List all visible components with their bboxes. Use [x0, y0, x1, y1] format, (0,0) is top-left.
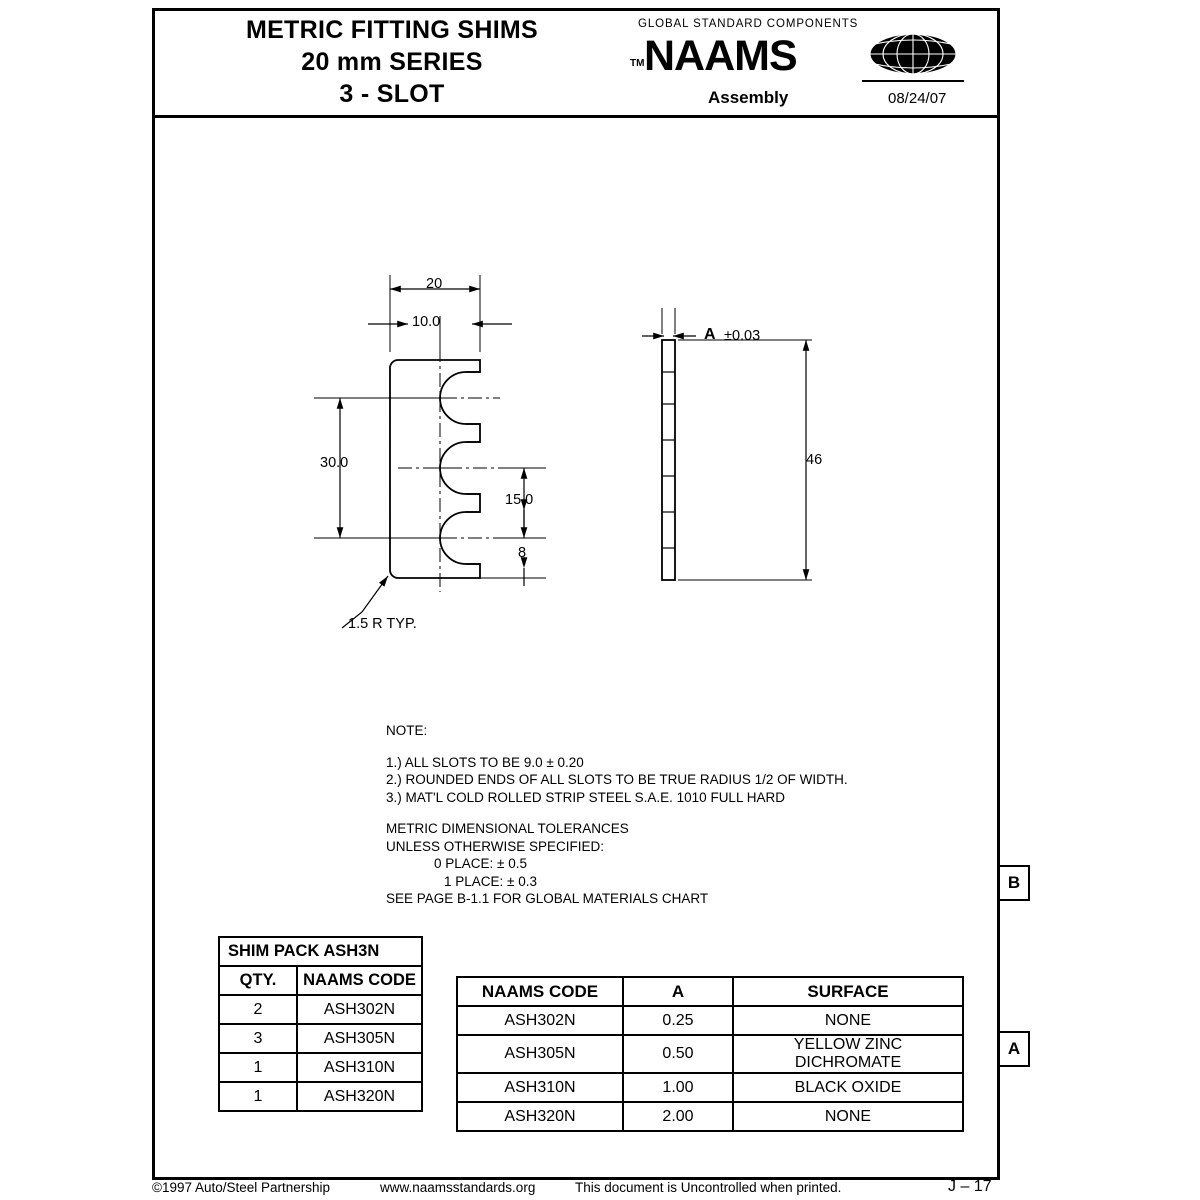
tolerance-1-place: 1 PLACE: ± 0.3: [444, 873, 537, 889]
naams-code-table: [456, 976, 964, 1132]
tolerance-heading-2: UNLESS OTHERWISE SPECIFIED:: [386, 838, 605, 854]
table-row: [219, 966, 422, 995]
shim-pack-header-qty: QTY.: [219, 966, 297, 995]
uncontrolled-notice: This document is Uncontrolled when printed.: [575, 1180, 842, 1195]
surface-cell: NONE: [733, 1006, 963, 1035]
brand-name: NAAMS: [644, 32, 797, 80]
notes-block: [386, 722, 848, 908]
code-table-header-code: NAAMS CODE: [457, 977, 623, 1006]
shim-pack-qty: 2: [219, 995, 297, 1024]
zone-label-a: A: [1007, 1039, 1021, 1058]
title-block: [152, 8, 1000, 118]
page-title: [172, 14, 612, 110]
note-item-3: 3.) MAT'L COLD ROLLED STRIP STEEL S.A.E. 1010 FULL HARD: [386, 789, 785, 805]
copyright-text: ©1997 Auto/Steel Partnership: [152, 1180, 331, 1195]
notes-heading: NOTE:: [386, 723, 428, 738]
brand-tagline: GLOBAL STANDARD COMPONENTS: [638, 18, 859, 30]
zone-marker-a: [1000, 1031, 1030, 1067]
surface-cell: BLACK OXIDE: [733, 1073, 963, 1102]
title-line-2: 20 mm SERIES: [301, 48, 483, 76]
thickness-cell: 2.00: [623, 1102, 733, 1131]
thickness-cell: 0.25: [623, 1006, 733, 1035]
shim-pack-code: ASH302N: [297, 995, 422, 1024]
surface-cell: YELLOW ZINC DICHROMATE: [733, 1035, 963, 1073]
shim-pack-table: [218, 936, 423, 1112]
table-row: [219, 995, 422, 1024]
title-line-1: METRIC FITTING SHIMS: [245, 16, 539, 44]
shim-pack-qty: 1: [219, 1053, 297, 1082]
shim-pack-code: ASH310N: [297, 1053, 422, 1082]
dim-overall-height: 30.0: [320, 455, 349, 471]
dim-slot-spacing: 15.0: [505, 492, 534, 508]
shim-pack-header-code: NAAMS CODE: [297, 966, 422, 995]
note-item-2: 2.) ROUNDED ENDS OF ALL SLOTS TO BE TRUE RADIUS 1/2 OF WIDTH.: [386, 772, 848, 787]
shim-pack-code: ASH320N: [297, 1082, 422, 1111]
table-row: [457, 977, 963, 1006]
dim-slot-offset: 8: [518, 545, 527, 561]
zone-label-b: B: [1007, 873, 1021, 892]
revision-date: 08/24/07: [888, 90, 947, 107]
tolerance-0-place: 0 PLACE: ± 0.5: [434, 856, 527, 871]
shim-pack-code: ASH305N: [297, 1024, 422, 1053]
page-number: J – 17: [948, 1178, 992, 1195]
shim-pack-qty: 3: [219, 1024, 297, 1053]
table-row: [457, 1035, 963, 1073]
table-row: [219, 1053, 422, 1082]
table-row: [219, 1024, 422, 1053]
code-table-header-a: A: [623, 977, 733, 1006]
website-link[interactable]: www.naamsstandards.org: [380, 1180, 536, 1195]
zone-marker-b: [1000, 865, 1030, 901]
code-cell: ASH302N: [457, 1006, 623, 1035]
code-cell: ASH320N: [457, 1102, 623, 1131]
brand-block: [630, 12, 992, 116]
table-row: [219, 937, 422, 966]
thickness-tolerance: ±0.03: [724, 328, 761, 344]
globe-icon: [868, 33, 958, 75]
dim-slot-width: 10.0: [412, 314, 441, 330]
dim-side-height: 46: [806, 452, 823, 468]
brand-category: Assembly: [708, 88, 789, 107]
tolerance-heading-1: METRIC DIMENSIONAL TOLERANCES: [386, 821, 629, 836]
code-cell: ASH310N: [457, 1073, 623, 1102]
title-line-3: 3 - SLOT: [339, 80, 445, 108]
thickness-cell: 1.00: [623, 1073, 733, 1102]
surface-cell: NONE: [733, 1102, 963, 1131]
shim-pack-qty: 1: [219, 1082, 297, 1111]
thickness-label: A: [704, 326, 716, 343]
table-row: [457, 1102, 963, 1131]
materials-reference: SEE PAGE B-1.1 FOR GLOBAL MATERIALS CHART: [386, 891, 709, 906]
brand-underline: [862, 80, 964, 82]
thickness-cell: 0.50: [623, 1035, 733, 1073]
trademark-mark: TM: [630, 58, 645, 69]
code-table-header-surface: SURFACE: [733, 977, 963, 1006]
dim-overall-width: 20: [426, 276, 443, 292]
code-cell: ASH305N: [457, 1035, 623, 1073]
shim-pack-title: SHIM PACK ASH3N: [219, 937, 422, 966]
radius-note: 1.5 R TYP.: [348, 616, 417, 632]
table-row: [457, 1073, 963, 1102]
note-item-1: 1.) ALL SLOTS TO BE 9.0 ± 0.20: [386, 754, 584, 770]
table-row: [219, 1082, 422, 1111]
table-row: [457, 1006, 963, 1035]
